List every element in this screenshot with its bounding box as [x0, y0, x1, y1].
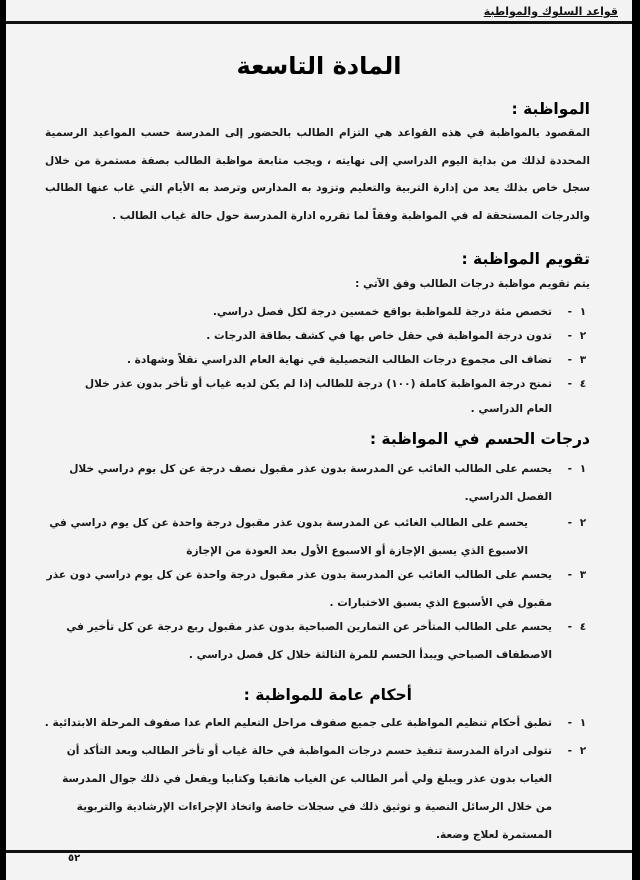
list-item	[30, 711, 590, 736]
item-dash: -	[567, 745, 572, 757]
evaluation-intro: يتم تقويم مواظبة درجات الطالب وفق الآتي :	[355, 278, 590, 290]
page-number: ٥٢	[68, 853, 81, 864]
item-text: تمنح درجة المواظبة كاملة (١٠٠) درجة للطالب إذا لم يكن لديه غياب أو تأخر بدون عذر خلال العام الدراسي .	[84, 378, 552, 415]
item-text: يحسم على الطالب الغائب عن المدرسة بدون عذر مقبول درجة واحدة عن كل يوم دراسي في الاسبوع الذي يسبق الإجازة أو الاسبوع الأول بعد العودة من الإجازة	[49, 517, 528, 557]
item-dash: -	[567, 354, 572, 366]
list-item	[45, 509, 590, 565]
item-dash: -	[567, 569, 572, 581]
item-text: تتولى ادراة المدرسة تنفيذ حسم درجات المواظبة في حالة غياب أو تأخر الطالب وبعد التأكد أن الغياب بدون عذر ويبلغ ولي أمر الطالب عن الغياب هاتفيا وكتابيا ويفعل في ذلك جوال المدرسة من خلال الرسائل النصية و توثيق ذلك في سجلات خاصة واتخاذ الإجراءات الإرشادية والتربوية المستمرة لعلاج وضعة.	[62, 745, 552, 841]
item-number: ١	[579, 306, 587, 318]
item-dash: -	[567, 378, 572, 390]
running-header-title: قواعد السلوك والمواطبة	[483, 5, 618, 18]
item-text: تضاف الى مجموع درجات الطالب التحصيلية في نهاية العام الدراسي نقلاً وشهادة .	[126, 354, 552, 366]
item-number: ٢	[579, 745, 587, 757]
list-item	[30, 300, 590, 325]
item-number: ١	[579, 463, 587, 475]
section-heading-attendance-evaluation: تقويم المواظبة :	[461, 250, 590, 268]
list-item	[30, 324, 590, 349]
list-item	[30, 348, 590, 373]
list-item	[45, 561, 590, 617]
list-item	[45, 737, 590, 849]
item-dash: -	[567, 330, 572, 342]
item-number: ١	[579, 717, 587, 729]
item-number: ٢	[579, 517, 587, 529]
item-number: ٤	[579, 621, 587, 633]
item-text: تخصص مئة درجة للمواظبة بواقع خمسين درجة لكل فصل دراسي.	[212, 306, 552, 318]
item-number: ٣	[579, 569, 587, 581]
header-rule	[6, 21, 632, 24]
item-text: يحسم على الطالب المتأخر عن التمارين الصباحية بدون عذر مقبول ربع درجة عن كل تأخير في الاصطفاف الصباحي ويبدأ الحسم للمرة الثالثة خلال كل فصل دراسي .	[66, 621, 552, 661]
item-number: ٣	[579, 354, 587, 366]
item-text: يحسم على الطالب الغائب عن المدرسة بدون عذر مقبول نصف درجة عن كل يوم دراسي خلال الفصل الدراسي.	[69, 463, 552, 503]
item-text: تطبق أحكام تنظيم المواظبة على جميع صفوف مراحل التعليم العام عدا صفوف المرحلة الابتدائية .	[44, 717, 552, 729]
list-item	[45, 613, 590, 669]
document-page	[6, 0, 632, 880]
item-number: ٢	[579, 330, 587, 342]
section-heading-deductions: درجات الحسم في المواظبة :	[369, 430, 590, 448]
page-title: المادة التاسعة	[236, 52, 402, 80]
item-text: يحسم على الطالب الغائب عن المدرسة بدون عذر مقبول درجة واحدة عن كل يوم دراسي دون عذر مقبول في الأسبوع الذي يسبق الاختبارات .	[46, 569, 552, 609]
list-item	[65, 455, 590, 511]
section-heading-attendance: المواظبة :	[511, 100, 590, 118]
item-dash: -	[567, 306, 572, 318]
item-text: تدون درجة المواظبة في حقل خاص بها في كشف بطاقة الدرجات .	[206, 330, 552, 342]
item-dash: -	[567, 621, 572, 633]
section-heading-general-provisions: أحكام عامة للمواظبة :	[243, 686, 412, 704]
attendance-definition-paragraph: المقصود بالمواظبة في هذه القواعد هي التزام الطالب بالحضور إلى المدرسة حسب المواعيد الرسمية المحددة لذلك من بداية اليوم الدراسي إلى نهايته ، ويجب متابعة مواظبة الطالب بصفة مستمرة من خلال سجل خاص بذلك يعد من إدارة التربية والتعليم وتزود به المدارس وترصد به الأيام التي غاب عنها الطالب والدرجات المستحقة له في المواظبة وفقاً لما تقرره ادارة المدرسة حول حالة غياب الطالب .	[45, 127, 590, 222]
item-dash: -	[567, 517, 572, 529]
item-dash: -	[567, 717, 572, 729]
item-number: ٤	[579, 378, 587, 390]
footer-rule	[6, 850, 632, 853]
list-item	[70, 372, 590, 422]
item-dash: -	[567, 463, 572, 475]
